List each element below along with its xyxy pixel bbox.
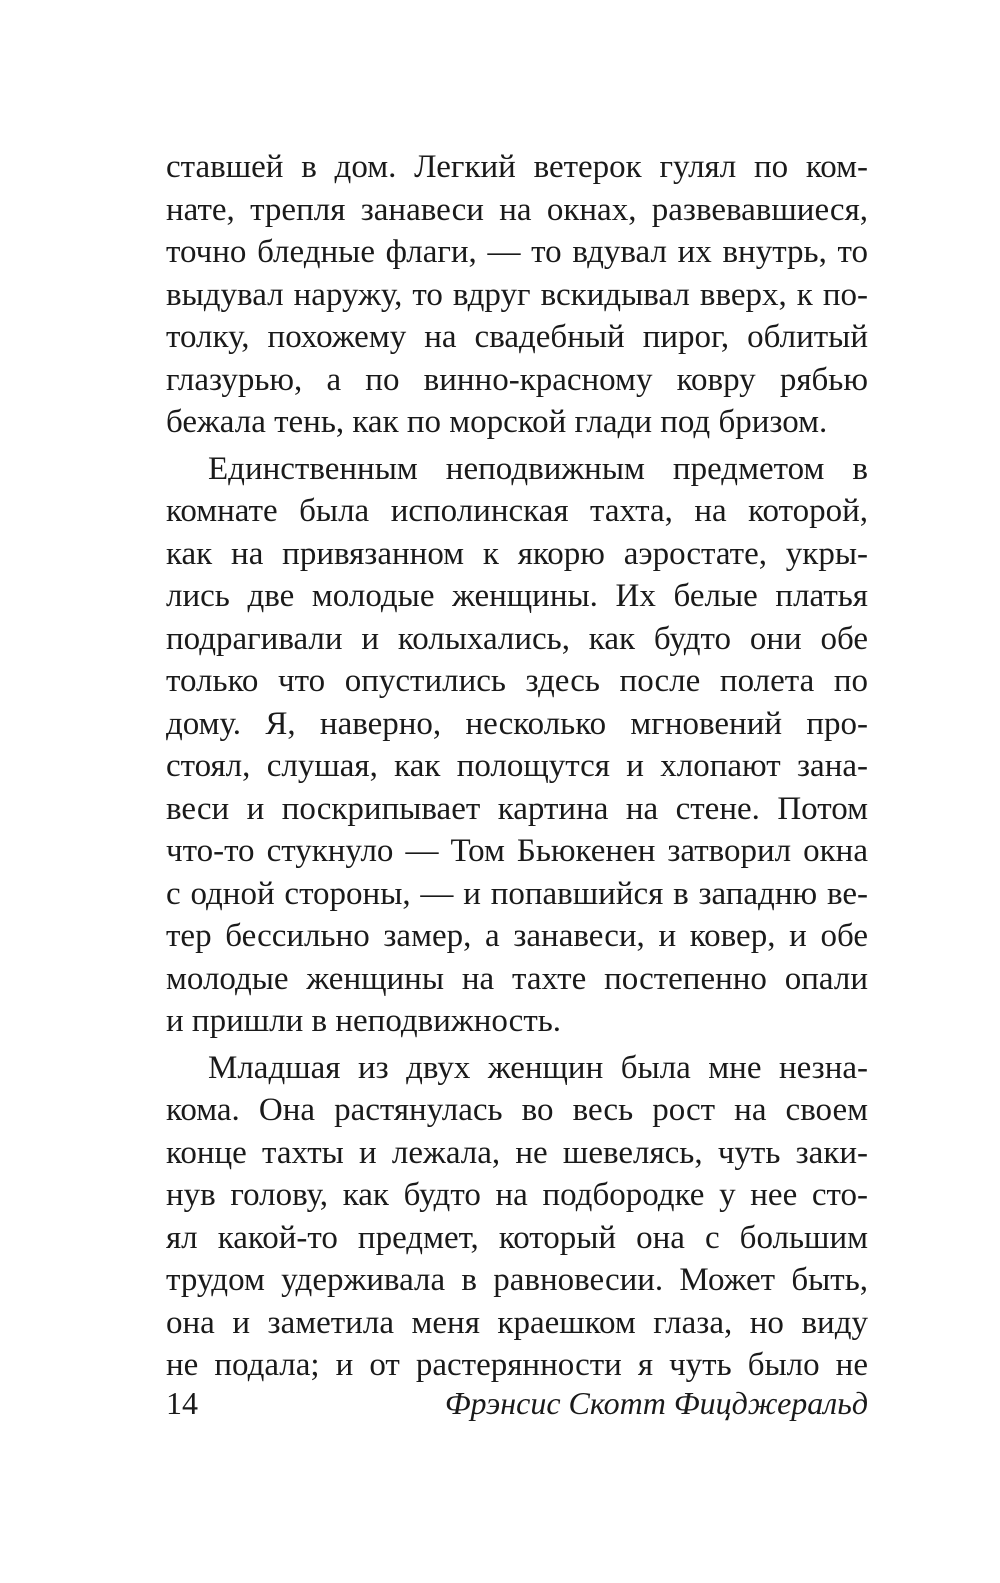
text-line: Младшая из двух женщин была мне незна- [208, 1049, 868, 1086]
text-line: ставшей в дом. Легкий ветерок гулял по ком- [166, 149, 868, 185]
paragraph-2 [166, 448, 868, 1043]
text-line: не подала; и от растерянности я чуть было не [166, 1347, 868, 1383]
text-line: выдувал наружу, то вдруг вскидывал вверх, к по- [166, 276, 868, 313]
text-line: молодые женщины на тахте постепенно опали [166, 960, 868, 997]
text-line: ял какой-то предмет, который она с большим [166, 1219, 868, 1256]
text-line: нате, трепля занавеси на окнах, развевавшиеся, [166, 191, 868, 228]
running-head-author: Фрэнсис Скотт Фицджеральд [444, 1385, 868, 1421]
page-footer [166, 1382, 868, 1424]
text-line: подрагивали и колыхались, как будто они обе [166, 620, 868, 657]
text-line: тер бессильно замер, а занавеси, и ковер, и обе [166, 918, 868, 954]
text-line: трудом удерживала в равновесии. Может быть, [166, 1262, 868, 1298]
text-line: веси и поскрипывает картина на стене. Потом [166, 790, 868, 827]
text-line: кома. Она растянулась во весь рост на своем [166, 1092, 868, 1128]
text-line: лись две молодые женщины. Их белые платья [166, 578, 868, 614]
text-line: толку, похожему на свадебный пирог, облитый [166, 319, 868, 355]
text-line: и пришли в неподвижность. [166, 1003, 562, 1039]
text-line: точно бледные флаги, — то вдувал их внутрь, то [166, 234, 868, 270]
text-line: она и заметила меня краешком глаза, но виду [166, 1304, 868, 1341]
text-line: с одной стороны, — и попавшийся в западню ве- [166, 875, 868, 912]
text-line: нув голову, как будто на подбородке у нее сто- [166, 1177, 868, 1213]
text-line: Единственным неподвижным предметом в [208, 450, 868, 487]
text-line: только что опустились здесь после полета по [166, 663, 868, 699]
paragraph-3 [166, 1047, 868, 1387]
text-line: что-то стукнуло — Том Бьюкенен затворил окна [166, 833, 868, 869]
text-line: конце тахты и лежала, не шевелясь, чуть заки- [166, 1134, 868, 1171]
text-line: стоял, слушая, как полощутся и хлопают зана- [166, 748, 868, 784]
text-line: дому. Я, наверно, несколько мгновений про- [166, 705, 868, 742]
page-number: 14 [166, 1385, 198, 1421]
text-line: бежала тень, как по морской глади под бризом. [166, 404, 828, 440]
text-line: как на привязанном к якорю аэростате, укры- [166, 535, 868, 572]
text-line: комнате была исполинская тахта, на которой, [166, 493, 868, 529]
page-body [166, 146, 868, 1387]
paragraph-1 [166, 146, 868, 444]
text-line: глазурью, а по винно-красному ковру рябью [166, 361, 868, 398]
